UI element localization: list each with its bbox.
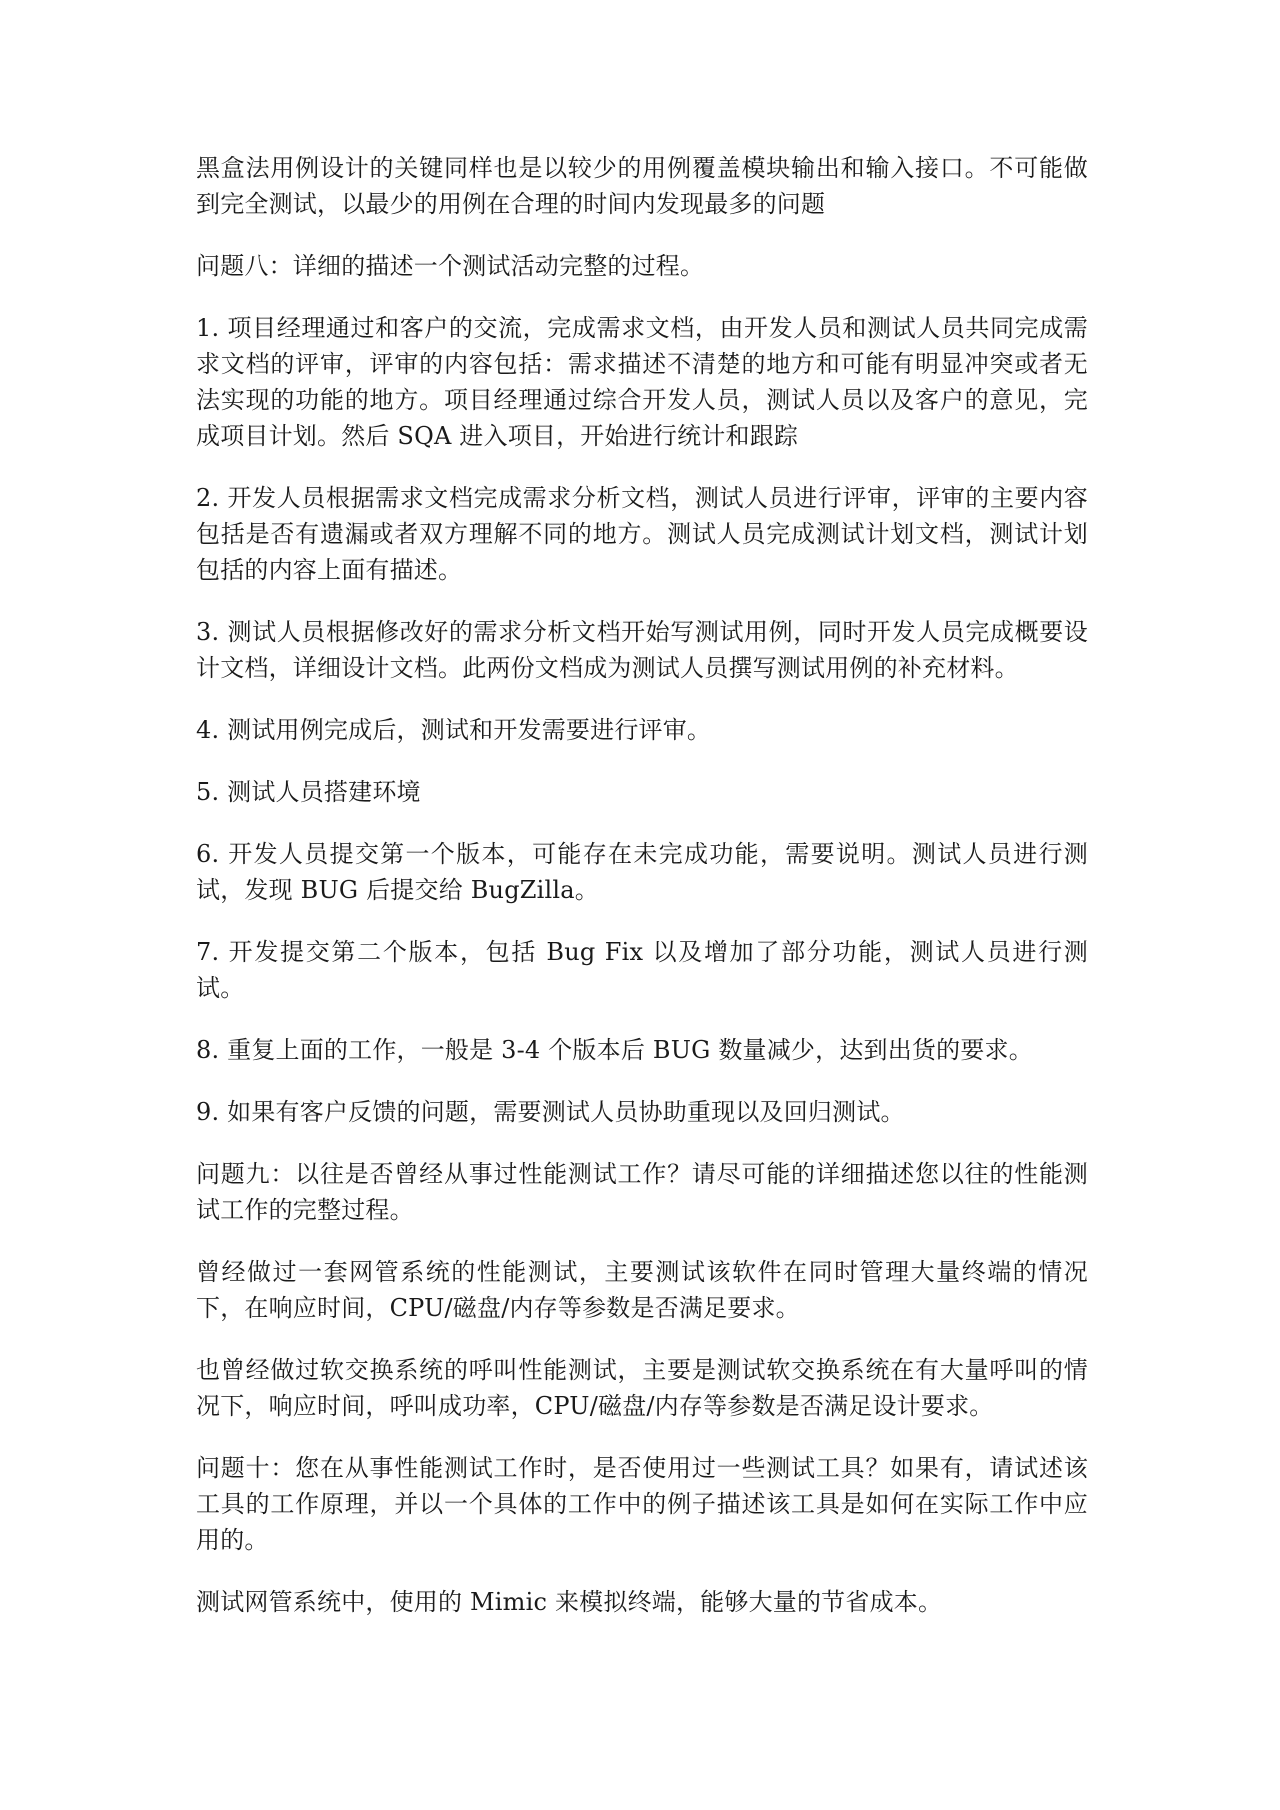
question-9-heading: 问题九：以往是否曾经从事过性能测试工作？请尽可能的详细描述您以往的性能测试工作的完整过程。 — [196, 1160, 1088, 1224]
step-3-paragraph: 3. 测试人员根据修改好的需求分析文档开始写测试用例，同时开发人员完成概要设计文档，详细设计文档。此两份文档成为测试人员撰写测试用例的补充材料。 — [196, 618, 1088, 682]
paragraph-blackbox-summary: 黑盒法用例设计的关键同样也是以较少的用例覆盖模块输出和输入接口。不可能做到完全测试，以最少的用例在合理的时间内发现最多的问题 — [196, 154, 1088, 218]
step-9-paragraph: 9. 如果有客户反馈的问题，需要测试人员协助重现以及回归测试。 — [196, 1098, 905, 1126]
answer-10-paragraph: 测试网管系统中，使用的 Mimic 来模拟终端，能够大量的节省成本。 — [196, 1588, 943, 1616]
answer-9-paragraph-1: 曾经做过一套网管系统的性能测试，主要测试该软件在同时管理大量终端的情况下，在响应时间，CPU/磁盘/内存等参数是否满足要求。 — [196, 1258, 1088, 1322]
answer-9-paragraph-2: 也曾经做过软交换系统的呼叫性能测试，主要是测试软交换系统在有大量呼叫的情况下，响应时间，呼叫成功率，CPU/磁盘/内存等参数是否满足设计要求。 — [196, 1356, 1088, 1420]
question-10-heading: 问题十：您在从事性能测试工作时，是否使用过一些测试工具？如果有，请试述该工具的工作原理，并以一个具体的工作中的例子描述该工具是如何在实际工作中应用的。 — [196, 1454, 1088, 1554]
step-7-paragraph: 7. 开发提交第二个版本，包括 Bug Fix 以及增加了部分功能，测试人员进行测试。 — [196, 938, 1088, 1002]
step-2-paragraph: 2. 开发人员根据需求文档完成需求分析文档，测试人员进行评审，评审的主要内容包括是否有遗漏或者双方理解不同的地方。测试人员完成测试计划文档，测试计划包括的内容上面有描述。 — [196, 484, 1088, 584]
document-body — [196, 150, 1088, 1646]
step-4-paragraph: 4. 测试用例完成后，测试和开发需要进行评审。 — [196, 716, 712, 744]
step-6-paragraph: 6. 开发人员提交第一个版本，可能存在未完成功能，需要说明。测试人员进行测试，发现 BUG 后提交给 BugZilla。 — [196, 840, 1088, 904]
step-8-paragraph: 8. 重复上面的工作，一般是 3-4 个版本后 BUG 数量减少，达到出货的要求。 — [196, 1036, 1033, 1064]
step-1-paragraph: 1. 项目经理通过和客户的交流，完成需求文档，由开发人员和测试人员共同完成需求文档的评审，评审的内容包括：需求描述不清楚的地方和可能有明显冲突或者无法实现的功能的地方。项目经理通过综合开发人员，测试人员以及客户的意见，完成项目计划。然后 SQA 进入项目，开始进行统计和跟踪 — [196, 314, 1088, 450]
step-5-paragraph: 5. 测试人员搭建环境 — [196, 778, 421, 806]
question-8-heading: 问题八：详细的描述一个测试活动完整的过程。 — [196, 252, 705, 280]
